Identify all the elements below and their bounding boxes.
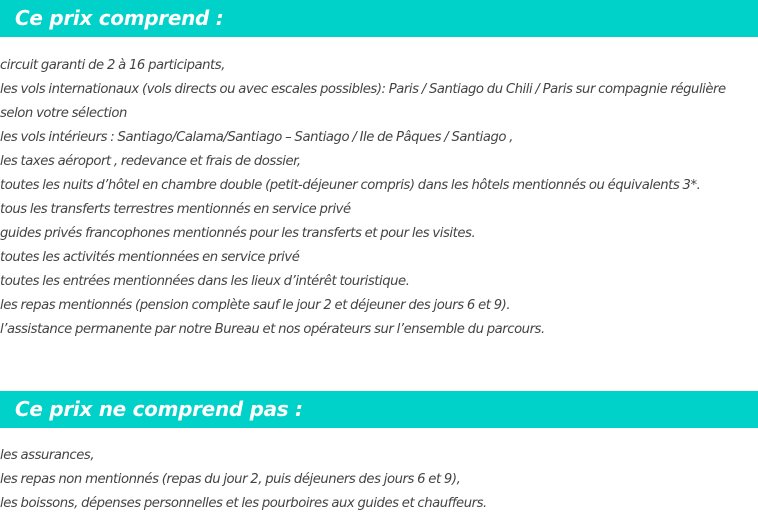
- included-items-list: [0, 54, 758, 342]
- included-item: selon votre sélection: [0, 106, 127, 121]
- included-item: les vols intérieurs : Santiago/Calama/Santiago – Santiago / Ile de Pâques / Santiago ,: [0, 130, 514, 145]
- excluded-item: les boissons, dépenses personnelles et les pourboires aux guides et chauffeurs.: [0, 496, 487, 511]
- included-item: toutes les nuits d’hôtel en chambre double (petit-déjeuner compris) dans les hôtels mentionnés ou équivalents 3*.: [0, 178, 701, 193]
- excluded-item: les assurances,: [0, 448, 95, 463]
- included-item: les vols internationaux (vols directs ou avec escales possibles): Paris / Santiago du Chili / Paris sur compagnie régulière: [0, 82, 726, 97]
- included-item: circuit garanti de 2 à 16 participants,: [0, 58, 225, 73]
- excluded-section-header: Ce prix ne comprend pas :: [0, 391, 758, 428]
- included-section-header: Ce prix comprend :: [0, 0, 758, 37]
- included-item: les taxes aéroport , redevance et frais de dossier,: [0, 154, 301, 169]
- included-item: guides privés francophones mentionnés pour les transferts et pour les visites.: [0, 226, 476, 241]
- included-item: les repas mentionnés (pension complète sauf le jour 2 et déjeuner des jours 6 et 9).: [0, 298, 511, 313]
- included-item: toutes les activités mentionnées en service privé: [0, 250, 300, 265]
- excluded-items-list: [0, 444, 758, 516]
- included-item: toutes les entrées mentionnées dans les lieux d’intérêt touristique.: [0, 274, 410, 289]
- included-item: tous les transferts terrestres mentionnés en service privé: [0, 202, 351, 217]
- included-item: l’assistance permanente par notre Bureau et nos opérateurs sur l’ensemble du parcours.: [0, 322, 545, 337]
- excluded-item: les repas non mentionnés (repas du jour 2, puis déjeuners des jours 6 et 9),: [0, 472, 461, 487]
